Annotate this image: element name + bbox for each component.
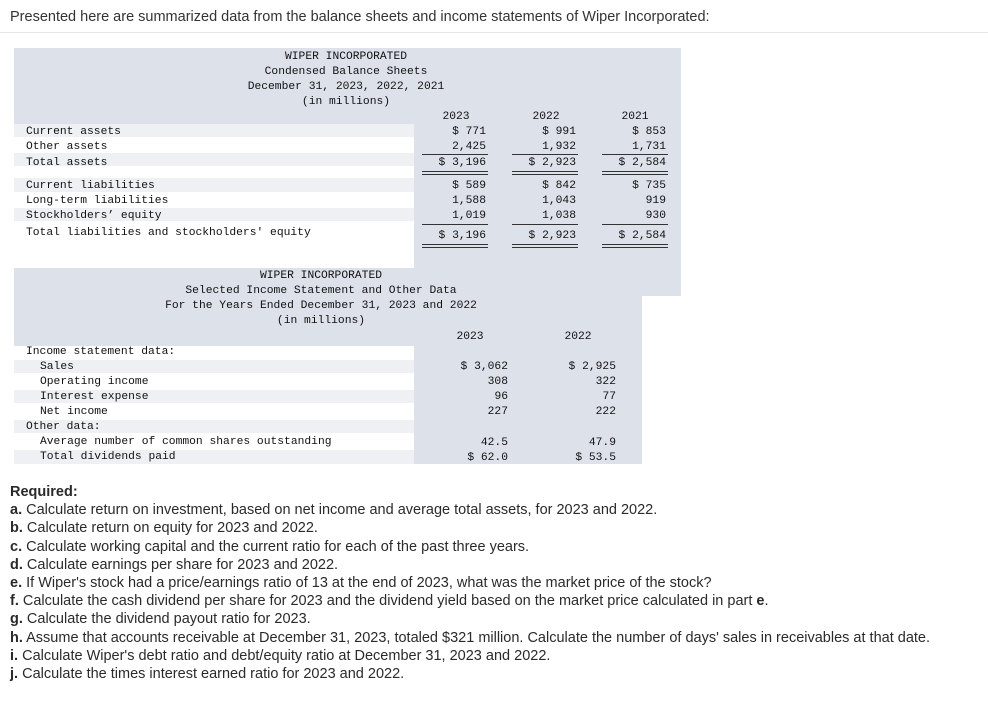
rule bbox=[422, 224, 488, 225]
requirement-item bbox=[10, 610, 970, 628]
value-cell: $ 3,062 bbox=[460, 361, 508, 373]
item-text: Calculate the times interest earned ratio for 2023 and 2022. bbox=[22, 666, 405, 683]
requirement-item bbox=[10, 592, 970, 610]
value-cell: 1,588 bbox=[452, 195, 486, 207]
year-2021-header: 2021 bbox=[621, 111, 649, 123]
double-rule bbox=[602, 174, 668, 175]
item-text-bold: e bbox=[756, 593, 765, 610]
double-rule bbox=[512, 247, 578, 248]
value-cell: $ 3,196 bbox=[438, 157, 486, 169]
balance-sheet-table bbox=[14, 48, 682, 254]
item-letter: b. bbox=[10, 520, 23, 537]
income-row-strip bbox=[14, 360, 414, 373]
value-cell: $ 589 bbox=[452, 180, 486, 192]
item-text: Calculate working capital and the current ratio for each of the past three years. bbox=[26, 538, 530, 555]
value-cell: $ 53.5 bbox=[575, 452, 616, 464]
double-rule bbox=[512, 171, 578, 172]
value-cell: 919 bbox=[645, 195, 666, 207]
year-2022-header: 2022 bbox=[564, 331, 592, 343]
double-rule bbox=[512, 244, 578, 245]
requirement-item bbox=[10, 538, 970, 556]
row-label: Net income bbox=[40, 406, 108, 418]
income-title: WIPER INCORPORATED bbox=[259, 270, 383, 282]
value-cell: 47.9 bbox=[588, 437, 616, 449]
item-letter: i. bbox=[10, 647, 19, 664]
divider bbox=[0, 32, 988, 33]
item-letter: h. bbox=[10, 629, 23, 646]
required-section bbox=[10, 483, 970, 683]
income-subtitle: Selected Income Statement and Other Data bbox=[185, 285, 457, 297]
row-label: Current liabilities bbox=[26, 180, 155, 192]
value-cell: $ 2,923 bbox=[528, 230, 576, 242]
rule bbox=[512, 154, 578, 155]
requirement-item bbox=[10, 501, 970, 519]
value-cell: $ 842 bbox=[542, 180, 576, 192]
value-cell: $ 3,196 bbox=[438, 230, 486, 242]
item-letter: g. bbox=[10, 611, 23, 628]
year-2023-header: 2023 bbox=[456, 331, 484, 343]
row-label: Long-term liabilities bbox=[26, 195, 169, 207]
income-statement-table bbox=[14, 268, 644, 468]
balance-date: December 31, 2023, 2022, 2021 bbox=[247, 81, 445, 93]
value-cell: 227 bbox=[487, 406, 508, 418]
value-cell: 1,019 bbox=[452, 210, 486, 222]
row-label: Total liabilities and stockholders' equity bbox=[26, 227, 311, 239]
section-label: Income statement data: bbox=[26, 346, 176, 358]
requirement-item bbox=[10, 574, 970, 592]
row-label: Current assets bbox=[26, 126, 121, 138]
item-text: Calculate return on equity for 2023 and 2022. bbox=[26, 520, 318, 537]
double-rule bbox=[422, 247, 488, 248]
row-label: Average number of common shares outstanding bbox=[40, 436, 332, 448]
value-cell: 96 bbox=[494, 391, 508, 403]
intro-text: Presented here are summarized data from the balance sheets and income statements of Wiper Incorporated: bbox=[10, 9, 710, 25]
value-cell: 1,932 bbox=[542, 141, 576, 153]
rule bbox=[512, 224, 578, 225]
requirement-item bbox=[10, 556, 970, 574]
double-rule bbox=[422, 171, 488, 172]
value-cell: $ 2,584 bbox=[618, 157, 666, 169]
value-cell: $ 2,923 bbox=[528, 157, 576, 169]
year-2022-header: 2022 bbox=[532, 111, 560, 123]
value-cell: 222 bbox=[595, 406, 616, 418]
row-label: Operating income bbox=[40, 376, 149, 388]
item-letter: a. bbox=[10, 502, 23, 519]
item-text: Calculate Wiper's debt ratio and debt/equity ratio at December 31, 2023 and 2022. bbox=[22, 647, 551, 664]
row-label: Interest expense bbox=[40, 391, 149, 403]
row-label: Total assets bbox=[26, 157, 108, 169]
value-cell: 308 bbox=[487, 376, 508, 388]
item-letter: e. bbox=[10, 575, 23, 592]
item-text: Calculate the dividend payout ratio for 2023. bbox=[26, 611, 311, 628]
item-letter: c. bbox=[10, 538, 23, 555]
row-label: Sales bbox=[40, 361, 74, 373]
requirement-item bbox=[10, 519, 970, 537]
double-rule bbox=[602, 244, 668, 245]
item-text: Calculate return on investment, based on net income and average total assets, for 2023 and 2022. bbox=[26, 502, 658, 519]
double-rule bbox=[602, 247, 668, 248]
row-label: Total dividends paid bbox=[40, 451, 176, 463]
item-text: If Wiper's stock had a price/earnings ratio of 13 at the end of 2023, what was the market price of the stock? bbox=[26, 575, 712, 592]
rule bbox=[602, 154, 668, 155]
value-cell: 77 bbox=[602, 391, 616, 403]
value-cell: 1,038 bbox=[542, 210, 576, 222]
value-cell: $ 2,925 bbox=[568, 361, 616, 373]
value-cell: 2,425 bbox=[452, 141, 486, 153]
value-cell: $ 62.0 bbox=[467, 452, 508, 464]
value-cell: $ 735 bbox=[632, 180, 666, 192]
requirement-item bbox=[10, 665, 970, 683]
balance-title: WIPER INCORPORATED bbox=[284, 51, 408, 63]
value-cell: $ 853 bbox=[632, 126, 666, 138]
income-period: For the Years Ended December 31, 2023 and 2022 bbox=[165, 300, 477, 312]
double-rule bbox=[422, 244, 488, 245]
value-cell: $ 991 bbox=[542, 126, 576, 138]
row-label: Other assets bbox=[26, 141, 108, 153]
balance-units: (in millions) bbox=[301, 96, 391, 108]
double-rule bbox=[602, 171, 668, 172]
required-title: Required: bbox=[10, 484, 78, 500]
row-label: Stockholders’ equity bbox=[26, 210, 162, 222]
double-rule bbox=[422, 174, 488, 175]
value-cell: 1,043 bbox=[542, 195, 576, 207]
value-cell: 1,731 bbox=[632, 141, 666, 153]
item-text: Calculate the cash dividend per share for 2023 and the dividend yield based on the market price calculated in part bbox=[22, 593, 757, 610]
item-letter: j. bbox=[10, 666, 19, 683]
year-2023-header: 2023 bbox=[442, 111, 470, 123]
value-cell: $ 2,584 bbox=[618, 230, 666, 242]
requirement-item bbox=[10, 629, 970, 647]
requirement-item bbox=[10, 647, 970, 665]
value-cell: 42.5 bbox=[480, 437, 508, 449]
section-label: Other data: bbox=[26, 421, 101, 433]
balance-subtitle: Condensed Balance Sheets bbox=[264, 66, 428, 78]
item-text: Calculate earnings per share for 2023 and 2022. bbox=[26, 556, 339, 573]
item-letter: f. bbox=[10, 593, 19, 610]
rule bbox=[602, 224, 668, 225]
value-cell: $ 771 bbox=[452, 126, 486, 138]
income-units: (in millions) bbox=[276, 315, 366, 327]
value-cell: 930 bbox=[645, 210, 666, 222]
item-letter: d. bbox=[10, 556, 23, 573]
double-rule bbox=[512, 174, 578, 175]
rule bbox=[422, 154, 488, 155]
item-text-tail: . bbox=[764, 593, 769, 610]
value-cell: 322 bbox=[595, 376, 616, 388]
item-text: Assume that accounts receivable at December 31, 2023, totaled $321 million. Calculate the number of days' sales in receivables at that date. bbox=[26, 629, 931, 646]
